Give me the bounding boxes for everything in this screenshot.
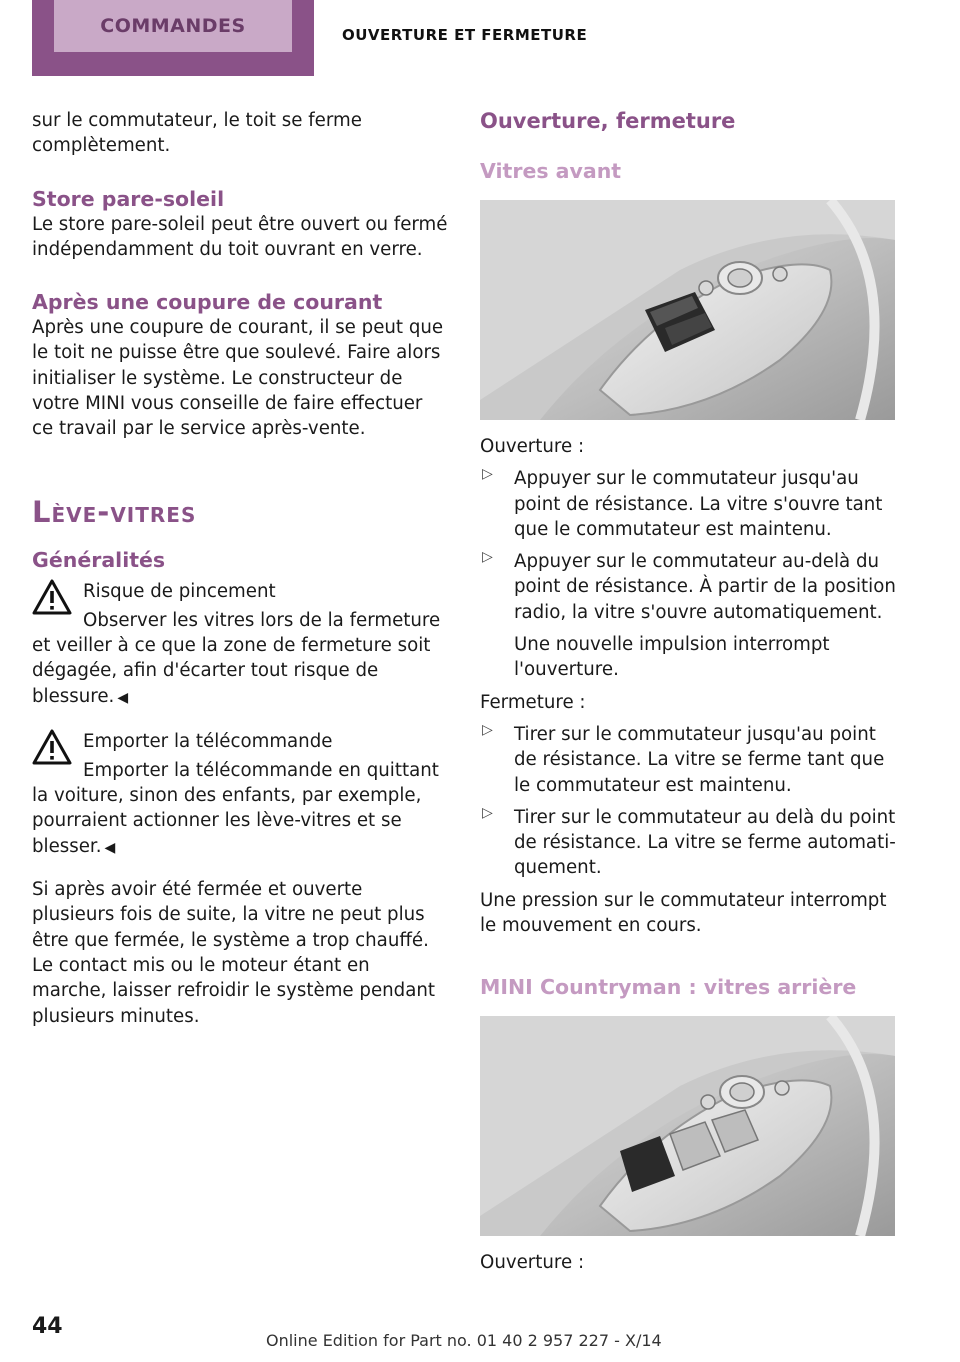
front-window-switch-illustration [480, 200, 895, 420]
edition-footer: Online Edition for Part no. 01 40 2 957 227 - X/14 [266, 1331, 662, 1350]
power-cut-heading: Après une coupure de courant [32, 290, 383, 315]
left-column [32, 108, 448, 1029]
warning-remote [32, 727, 448, 861]
intro-paragraph: sur le commutateur, le toit se ferme complètement. [32, 110, 362, 157]
right-column [480, 108, 896, 1276]
closing-item-2: Tirer sur le commutateur au delà du point de résistance. La vitre se ferme automatiquement. [514, 806, 896, 879]
warning-remote-text: Emporter la télécommande en quittant la voiture, sinon des enfants, par exemple, pourraient actionner les lève-vitres et se blesser. [32, 759, 439, 857]
warning-remote-title: Emporter la télécommande [83, 730, 333, 752]
end-mark-icon: ◀ [104, 839, 116, 856]
opening-label: Ouverture : [480, 436, 585, 457]
opening-item-1: Appuyer sur le commutateur jusqu'au point de résistance. La vitre s'ouvre tant que le commutateur est maintenu. [514, 468, 883, 540]
warning-pinch-body [32, 608, 448, 711]
opening-item-2: Appuyer sur le commutateur au-delà du point de résistance. À partir de la position radio, la vitre s'ouvre automatiquement. [514, 551, 896, 623]
front-windows-heading: Vitres avant [480, 159, 622, 183]
opening-note: Une nouvelle impulsion interrompt l'ouverture. [514, 634, 830, 681]
triangle-bullet-icon: ▷ [482, 804, 493, 821]
rear-window-switch-illustration [480, 1016, 895, 1236]
overheat-paragraph: Si après avoir été fermée et ouverte plusieurs fois de suite, la vitre ne peut plus être que fermée, le système a trop chauffé. Le contact mis ou le moteur étant en marche, laisser refroidir le système pendant plusieurs minutes. [32, 879, 436, 1027]
triangle-bullet-icon: ▷ [482, 549, 493, 566]
closing-label: Fermeture : [480, 691, 586, 713]
running-header-section: OUVERTURE ET FERMETURE [342, 26, 588, 44]
sunshade-heading: Store pare-soleil [32, 186, 225, 211]
bullet-item [480, 805, 896, 881]
general-heading: Généralités [32, 547, 166, 572]
door-switch-image [480, 200, 895, 420]
power-cut-paragraph: Après une coupure de courant, il se peut que le toit ne puisse être que soulevé. Faire alors initialiser le système. Le constructeur de votre MINI vous conseille de faire effectuer ce travail par le service après-vente. [32, 317, 444, 440]
warning-triangle-icon [32, 579, 72, 615]
chapter-tab-label: COMMANDES [54, 0, 292, 52]
bullet-item [480, 549, 896, 682]
sunshade-paragraph: Le store pare-soleil peut être ouvert ou fermé indépendamment du toit ouvrant en verre. [32, 213, 448, 260]
rear-windows-heading: MINI Countryman : vitres arrière [480, 975, 857, 1000]
opening-label-rear: Ouverture : [480, 1252, 585, 1274]
triangle-bullet-icon: ▷ [482, 466, 493, 483]
warning-triangle-icon [32, 729, 72, 765]
chapter-tab [32, 0, 314, 76]
warning-pinch-title: Risque de pincement [83, 580, 276, 602]
bullet-item [480, 466, 896, 542]
warning-pinch-text: Observer les vitres lors de la fermeture et veiller à ce que la zone de fermeture soit dégagée, afin d'écarter tout risque de blessure. [32, 609, 441, 707]
open-close-heading: Ouverture, fermeture [480, 109, 736, 133]
chapter-heading-text: Lève-vitres [32, 494, 197, 529]
chapter-heading [32, 495, 448, 529]
door-switch-image [480, 1016, 895, 1236]
page-number: 44 [32, 1314, 63, 1339]
end-mark-icon: ◀ [117, 689, 129, 706]
bullet-item [480, 722, 896, 798]
interrupt-paragraph: Une pression sur le commutateur interrompt le mouvement en cours. [480, 889, 887, 937]
triangle-bullet-icon: ▷ [482, 721, 493, 738]
closing-item-1: Tirer sur le commutateur jusqu'au point de résistance. La vitre se ferme tant que le commutateur est maintenu. [514, 723, 885, 796]
warning-pinch [32, 577, 448, 711]
warning-remote-body [32, 758, 448, 861]
